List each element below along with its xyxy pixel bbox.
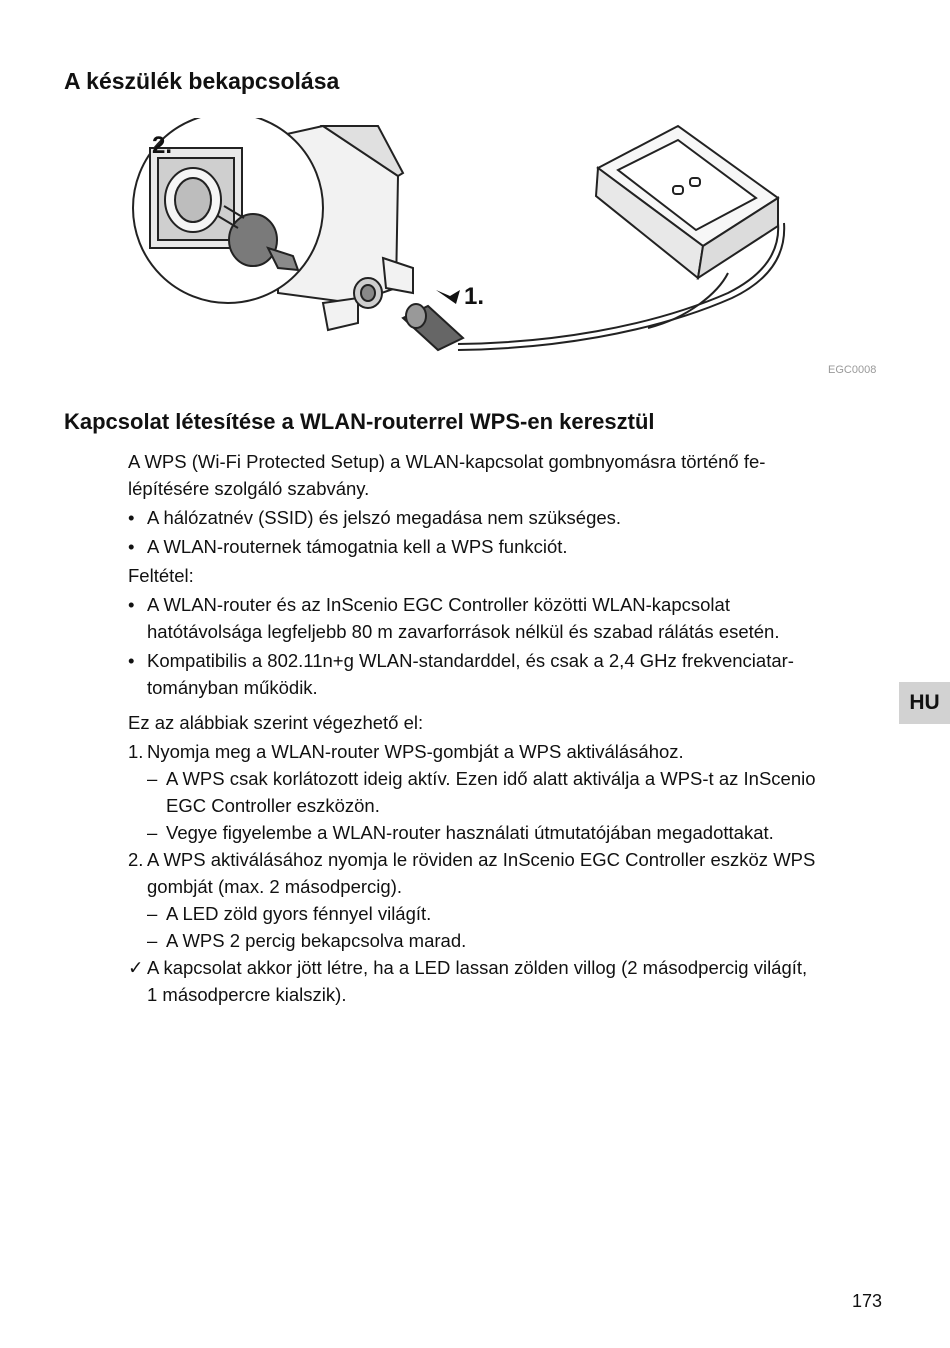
step-number: 2. — [128, 849, 144, 870]
step-2: 2. A WPS aktiválásához nyomja le röviden az InScenio EGC Controller eszköz WPS gombját (max. 2 másodpercig). — [128, 846, 858, 900]
bullet-icon: • — [128, 507, 135, 528]
page-number: 173 — [852, 1291, 883, 1311]
intro-line: A WPS (Wi-Fi Protected Setup) a WLAN-kapcsolat gombnyomásra történő fe- — [128, 451, 766, 472]
dash-icon: – — [147, 822, 158, 843]
sub-item: – Vegye figyelembe a WLAN-router használati útmutatójában megadottakat. — [128, 819, 858, 846]
step-1: 1. Nyomja meg a WLAN-router WPS-gombját a WPS aktiválásához. — [128, 738, 858, 765]
step2-label: 2. — [152, 132, 173, 159]
illustration-power-connection — [128, 118, 788, 363]
step1-label: 1. — [464, 283, 485, 310]
list-item: • A WLAN-routernek támogatnia kell a WPS funkciót. — [128, 533, 858, 560]
language-tab: HU — [899, 682, 950, 724]
wall-outlet-drawing — [150, 148, 242, 248]
wps-instructions — [128, 448, 858, 1008]
dash-icon: – — [147, 768, 158, 789]
step-number: 1. — [128, 741, 144, 762]
sub-item: – A WPS csak korlátozott ideig aktív. Ezen idő alatt aktiválja a WPS-t az InScenio EGC Controller eszközön. — [128, 765, 858, 819]
list-item: • A hálózatnév (SSID) és jelszó megadása nem szükséges. — [128, 504, 858, 531]
procedure-label: Ez az alábbiak szerint végezhető el: — [128, 712, 424, 733]
bullet-icon: • — [128, 536, 135, 557]
intro-line: lépítésére szolgáló szabvány. — [128, 478, 370, 499]
power-socket-drawing — [354, 278, 382, 308]
device-connection-illustration — [128, 118, 788, 363]
result-item: ✓ A kapcsolat akkor jött létre, ha a LED lassan zölden villog (2 másodpercig világít, 1 másodpercre kialszik). — [128, 954, 858, 1008]
bullet-icon: • — [128, 650, 135, 671]
dash-icon: – — [147, 903, 158, 924]
section-title-power-on: A készülék bekapcsolása — [64, 68, 340, 94]
condition-label: Feltétel: — [128, 565, 194, 586]
sub-item: – A WPS 2 percig bekapcsolva marad. — [128, 927, 858, 954]
dash-icon: – — [147, 930, 158, 951]
section-title-wps: Kapcsolat létesítése a WLAN-routerrel WPS-en keresztül — [64, 409, 655, 434]
sub-item: – A LED zöld gyors fénnyel világít. — [128, 900, 858, 927]
checkmark-icon: ✓ — [128, 957, 144, 978]
list-item: • A WLAN-router és az InScenio EGC Controller közötti WLAN-kapcsolat hatótávolsága legfeljebb 80 m zavarforrások nélkül és szabad rálátás esetén. — [128, 591, 858, 645]
list-item: • Kompatibilis a 802.11n+g WLAN-standarddel, és csak a 2,4 GHz frekvenciatar- tományban működik. — [128, 647, 858, 701]
bullet-icon: • — [128, 594, 135, 615]
figure-code: EGC0008 — [828, 364, 877, 376]
